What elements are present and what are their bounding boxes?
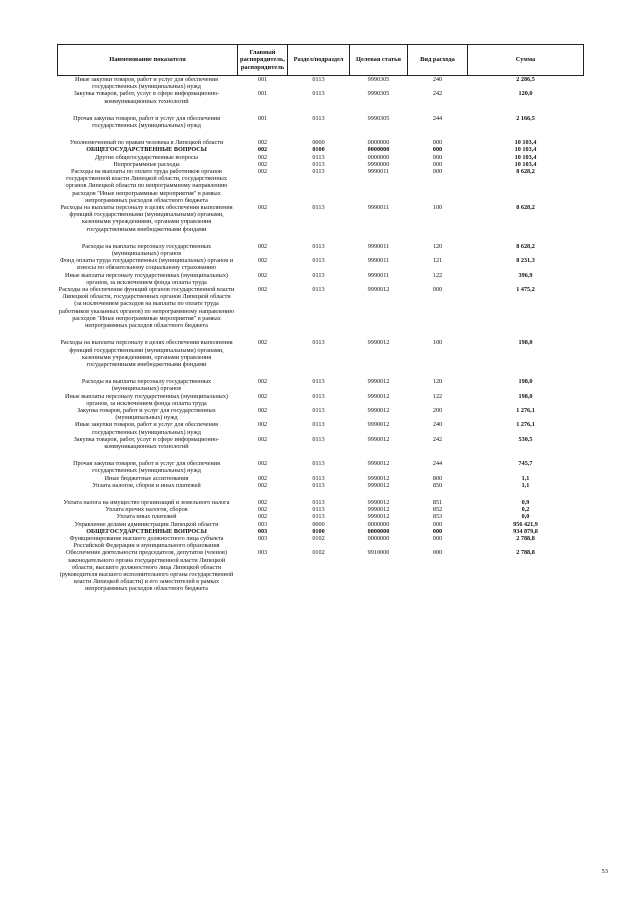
cell-expense: 100 xyxy=(432,339,443,347)
cell-section: 0000 xyxy=(312,139,325,147)
cell-name: Функционирование высшего должностного лица субъекта Российской Федерации и муниципального образования xyxy=(69,534,224,550)
table-row xyxy=(58,115,584,139)
cell-expense: 853 xyxy=(432,513,443,521)
cell-sum: 198,0 xyxy=(518,392,533,400)
cell-article: 9990011 xyxy=(367,242,390,250)
cell-section: 0102 xyxy=(312,534,325,542)
cell-expense: 800 xyxy=(432,474,443,482)
table-row xyxy=(58,521,584,528)
table-row xyxy=(58,535,584,549)
budget-table xyxy=(57,44,584,593)
cell-article: 9990012 xyxy=(367,392,390,400)
cell-name: Уплата иных платежей xyxy=(116,513,177,521)
cell-name: Иные закупки товаров, работ и услуг для обеспечения государственных (муниципальных) нужд xyxy=(75,76,218,91)
cell-sum: 530,5 xyxy=(518,435,533,443)
cell-name: Обеспечение деятельности председателя, депутатов (членов) законодательного органа государственной власти Липецкой области, высшего должностного лица Липецкой области (руководителя высшего исполнительного органа государственной власти Липецкой области) и его заместителей в рамках непрограммных расходов областного бюджета xyxy=(59,549,234,593)
cell-expense: 242 xyxy=(432,435,443,443)
table-row xyxy=(58,272,584,286)
cell-section: 0113 xyxy=(312,204,325,212)
cell-sum: 8 231,3 xyxy=(516,257,535,265)
cell-section: 0113 xyxy=(312,513,325,521)
cell-expense: 851 xyxy=(432,498,443,506)
cell-admin: 002 xyxy=(257,257,268,265)
cell-admin: 002 xyxy=(257,460,268,468)
cell-admin: 001 xyxy=(257,114,268,122)
page-number: 53 xyxy=(601,868,608,875)
cell-expense: 000 xyxy=(432,153,443,161)
cell-section: 0113 xyxy=(312,242,325,250)
cell-expense: 200 xyxy=(432,406,443,414)
cell-name: Прочая закупка товаров, работ и услуг для обеспечения государственных (муниципальных) нужд xyxy=(73,114,220,130)
cell-section: 0113 xyxy=(312,339,325,347)
cell-section: 0102 xyxy=(312,549,325,557)
cell-section: 0113 xyxy=(312,168,325,176)
cell-sum: 1 475,2 xyxy=(516,286,535,294)
cell-section: 0113 xyxy=(312,90,325,98)
table-row xyxy=(58,139,584,146)
cell-article: 9990000 xyxy=(367,160,390,168)
cell-expense: 122 xyxy=(432,271,443,279)
cell-article: 9910000 xyxy=(367,549,390,557)
cell-sum: 0,9 xyxy=(521,498,530,506)
cell-sum: 8 628,2 xyxy=(516,204,535,212)
cell-article: 9990012 xyxy=(367,481,390,489)
cell-expense: 121 xyxy=(432,257,443,265)
cell-admin: 002 xyxy=(257,421,268,429)
cell-sum: 10 103,4 xyxy=(514,139,537,147)
table-row xyxy=(58,154,584,161)
table-row xyxy=(58,378,584,392)
cell-admin: 001 xyxy=(257,76,268,83)
cell-name: Закупка товаров, работ, услуг в сфере информационно-коммуникационных технологий xyxy=(73,435,220,450)
table-row xyxy=(58,499,584,506)
cell-section: 0100 xyxy=(312,527,325,535)
cell-admin: 002 xyxy=(257,242,268,250)
cell-section: 0113 xyxy=(312,474,325,482)
cell-admin: 002 xyxy=(257,204,268,212)
table-row xyxy=(58,460,584,474)
cell-name: Фонд оплаты труда государственных (муниципальных) органов и взносы по обязательному социальному страхованию xyxy=(59,257,234,272)
cell-expense: 240 xyxy=(432,76,443,83)
cell-admin: 003 xyxy=(257,549,268,557)
cell-sum: 2 166,5 xyxy=(516,114,535,122)
cell-name: Уплата налогов, сборов и иных платежей xyxy=(92,481,201,489)
cell-sum: 1,1 xyxy=(521,481,530,489)
cell-admin: 002 xyxy=(257,435,268,443)
cell-section: 0113 xyxy=(312,378,325,386)
cell-section: 0113 xyxy=(312,506,325,514)
header-admin: Главный распорядитель, распорядитель xyxy=(238,45,288,76)
table-row xyxy=(58,528,584,535)
table-row xyxy=(58,90,584,114)
cell-sum: 10 103,4 xyxy=(514,146,537,154)
cell-section: 0113 xyxy=(312,160,325,168)
header-name: Наименование показателя xyxy=(58,45,238,76)
cell-section: 0113 xyxy=(312,257,325,265)
cell-sum: 198,0 xyxy=(518,339,533,347)
table-row xyxy=(58,506,584,513)
table-row xyxy=(58,393,584,407)
table-row xyxy=(58,339,584,378)
cell-section: 0000 xyxy=(312,520,325,528)
cell-article: 9990305 xyxy=(367,114,390,122)
cell-article: 9990012 xyxy=(367,498,390,506)
table-row xyxy=(58,549,584,592)
cell-admin: 002 xyxy=(257,481,268,489)
cell-section: 0113 xyxy=(312,153,325,161)
cell-expense: 000 xyxy=(432,549,443,557)
cell-article: 9990012 xyxy=(367,406,390,414)
cell-admin: 001 xyxy=(257,90,268,98)
cell-expense: 000 xyxy=(432,146,443,154)
cell-article: 0000000 xyxy=(367,153,390,161)
cell-name: Управление делами администрации Липецкой области xyxy=(74,520,219,528)
table-row xyxy=(58,146,584,153)
cell-expense: 244 xyxy=(432,114,443,122)
cell-name: Иные закупки товаров, работ и услуг для обеспечения государственных (муниципальных) нужд xyxy=(75,421,218,436)
cell-article: 0000000 xyxy=(367,527,390,535)
header-article: Целевая статья xyxy=(350,45,408,76)
cell-admin: 003 xyxy=(257,534,268,542)
table-header-row xyxy=(58,45,584,76)
table-row xyxy=(58,421,584,435)
cell-section: 0113 xyxy=(312,76,325,83)
cell-article: 9990012 xyxy=(367,286,390,294)
cell-article: 9990012 xyxy=(367,435,390,443)
cell-expense: 000 xyxy=(432,520,443,528)
cell-sum: 10 103,4 xyxy=(514,153,537,161)
cell-sum: 2 286,5 xyxy=(516,76,535,83)
cell-sum: 0,0 xyxy=(521,513,530,521)
cell-admin: 002 xyxy=(257,498,268,506)
cell-sum: 934 879,8 xyxy=(513,527,538,535)
cell-article: 0000000 xyxy=(367,520,390,528)
cell-name: Закупка товаров, работ и услуг для государственных (муниципальных) нужд xyxy=(77,406,216,422)
cell-name: Иные выплаты персоналу государственных (муниципальных) органов, за исключением фонда оплаты труда xyxy=(65,392,228,407)
cell-section: 0113 xyxy=(312,114,325,122)
cell-sum: 120,0 xyxy=(518,90,533,98)
cell-article: 9990012 xyxy=(367,513,390,521)
cell-sum: 2 788,8 xyxy=(516,534,535,542)
cell-article: 9990011 xyxy=(367,271,390,279)
cell-admin: 002 xyxy=(257,139,268,147)
cell-article: 9990012 xyxy=(367,474,390,482)
cell-name: Расходы на выплаты персоналу в целях обеспечения выполнения функций государственными (муниципальными) органами, казенными учреждениями, органами управления государственными внебюджетными фондами xyxy=(60,204,233,233)
cell-article: 9990012 xyxy=(367,378,390,386)
cell-name: Прочая закупка товаров, работ и услуг для обеспечения государственных (муниципальных) нужд xyxy=(73,460,220,475)
cell-section: 0113 xyxy=(312,406,325,414)
cell-admin: 002 xyxy=(257,271,268,279)
cell-section: 0113 xyxy=(312,498,325,506)
cell-article: 0000000 xyxy=(367,146,390,154)
cell-article: 9990012 xyxy=(367,339,390,347)
header-expense: Вид расхода xyxy=(408,45,468,76)
table-row xyxy=(58,407,584,421)
cell-name: Иные бюджетные ассигнования xyxy=(104,474,189,482)
cell-sum: 956 421,9 xyxy=(513,520,538,528)
cell-sum: 0,2 xyxy=(521,506,530,514)
cell-admin: 002 xyxy=(257,506,268,514)
cell-expense: 850 xyxy=(432,481,443,489)
cell-section: 0113 xyxy=(312,286,325,294)
table-row xyxy=(58,513,584,520)
cell-admin: 002 xyxy=(257,339,268,347)
cell-admin: 002 xyxy=(257,160,268,168)
cell-expense: 122 xyxy=(432,392,443,400)
table-row xyxy=(58,76,584,91)
cell-expense: 244 xyxy=(432,460,443,468)
cell-section: 0113 xyxy=(312,271,325,279)
cell-article: 9990011 xyxy=(367,257,390,265)
cell-section: 0113 xyxy=(312,421,325,429)
cell-article: 0000000 xyxy=(367,534,390,542)
cell-article: 0000000 xyxy=(367,139,390,147)
cell-article: 9990011 xyxy=(367,204,390,212)
cell-expense: 120 xyxy=(432,242,443,250)
cell-admin: 003 xyxy=(257,520,268,528)
table-row xyxy=(58,286,584,339)
table-row xyxy=(58,436,584,460)
cell-name: Другие общегосударственные вопросы xyxy=(95,153,198,161)
cell-section: 0113 xyxy=(312,460,325,468)
cell-expense: 120 xyxy=(432,378,443,386)
cell-name: Уплата налога на имущество организаций и земельного налога xyxy=(63,498,230,506)
cell-name: Закупка товаров, работ, услуг в сфере информационно-коммуникационных технологий xyxy=(73,90,220,105)
cell-name: Непрограммные расходы xyxy=(113,160,180,168)
cell-expense: 000 xyxy=(432,160,443,168)
cell-section: 0113 xyxy=(312,481,325,489)
cell-admin: 002 xyxy=(257,474,268,482)
cell-name: Расходы на выплаты персоналу государственных (муниципальных) органов xyxy=(81,242,212,258)
cell-expense: 242 xyxy=(432,90,443,98)
cell-sum: 1,1 xyxy=(521,474,530,482)
cell-article: 9990012 xyxy=(367,421,390,429)
cell-name: ОБЩЕГОСУДАРСТВЕННЫЕ ВОПРОСЫ xyxy=(86,146,207,154)
cell-name: Расходы на выплаты персоналу в целях обеспечения выполнения функций государственными (муниципальными) органами, казенными учреждениями, органами управления государственными внебюджетными фондами xyxy=(60,339,233,368)
cell-sum: 1 276,1 xyxy=(516,406,535,414)
cell-admin: 002 xyxy=(257,286,268,294)
cell-admin: 002 xyxy=(257,146,268,154)
cell-sum: 1 276,1 xyxy=(516,421,535,429)
cell-article: 9990305 xyxy=(367,90,390,98)
cell-sum: 8 628,2 xyxy=(516,168,535,176)
table-body xyxy=(58,76,584,593)
cell-section: 0113 xyxy=(312,435,325,443)
table-row xyxy=(58,243,584,257)
cell-expense: 000 xyxy=(432,168,443,176)
cell-expense: 240 xyxy=(432,421,443,429)
cell-sum: 396,9 xyxy=(518,271,533,279)
cell-section: 0100 xyxy=(312,146,325,154)
cell-sum: 2 788,8 xyxy=(516,549,535,557)
table-row xyxy=(58,482,584,499)
cell-admin: 002 xyxy=(257,168,268,176)
cell-article: 9990011 xyxy=(367,168,390,176)
cell-admin: 002 xyxy=(257,406,268,414)
cell-expense: 000 xyxy=(432,139,443,147)
cell-name: Расходы на выплаты по оплате труда работников органов государственной власти Липецкой области, государственных органов Липецкой области по непрограммному направлению расходов "Иные непрограммные мероприятия" в рамках непрограммных расходов областного бюджета xyxy=(65,168,228,204)
cell-expense: 000 xyxy=(432,286,443,294)
cell-admin: 002 xyxy=(257,153,268,161)
table-row xyxy=(58,257,584,271)
cell-sum: 198,0 xyxy=(518,378,533,386)
table-row xyxy=(58,161,584,168)
cell-admin: 002 xyxy=(257,513,268,521)
cell-name: ОБЩЕГОСУДАРСТВЕННЫЕ ВОПРОСЫ xyxy=(86,527,207,535)
cell-article: 9990012 xyxy=(367,460,390,468)
cell-name: Расходы на выплаты персоналу государственных (муниципальных) органов xyxy=(81,378,212,393)
cell-admin: 002 xyxy=(257,378,268,386)
cell-expense: 000 xyxy=(432,527,443,535)
table-row xyxy=(58,168,584,204)
cell-sum: 745,7 xyxy=(518,460,533,468)
cell-section: 0113 xyxy=(312,392,325,400)
cell-expense: 100 xyxy=(432,204,443,212)
table-row xyxy=(58,204,584,243)
cell-name: Иные выплаты персоналу государственных (муниципальных) органов, за исключением фонда оплаты труда xyxy=(65,271,228,286)
cell-name: Расходы на обеспечение функций органов государственной власти Липецкой области, государственных органов Липецкой области (за исключением расходов на выплаты по оплате труда работников указанных органов) по непрограммному направлению расходов "Иные непрограммные мероприятия" в рамках непрограммных расходов областного бюджета xyxy=(58,286,235,330)
cell-sum: 10 103,4 xyxy=(514,160,537,168)
header-sum: Сумма xyxy=(468,45,584,76)
cell-expense: 852 xyxy=(432,506,443,514)
cell-sum: 8 628,2 xyxy=(516,242,535,250)
header-section: Раздел/подраздел xyxy=(288,45,350,76)
cell-article: 9990305 xyxy=(367,76,390,83)
cell-article: 9990012 xyxy=(367,506,390,514)
cell-admin: 002 xyxy=(257,392,268,400)
cell-name: Уполномоченный по правам человека в Липецкой области xyxy=(69,139,224,147)
cell-name: Уплата прочих налогов, сборов xyxy=(105,506,188,514)
cell-expense: 000 xyxy=(432,534,443,542)
cell-admin: 003 xyxy=(257,527,268,535)
table-row xyxy=(58,475,584,482)
